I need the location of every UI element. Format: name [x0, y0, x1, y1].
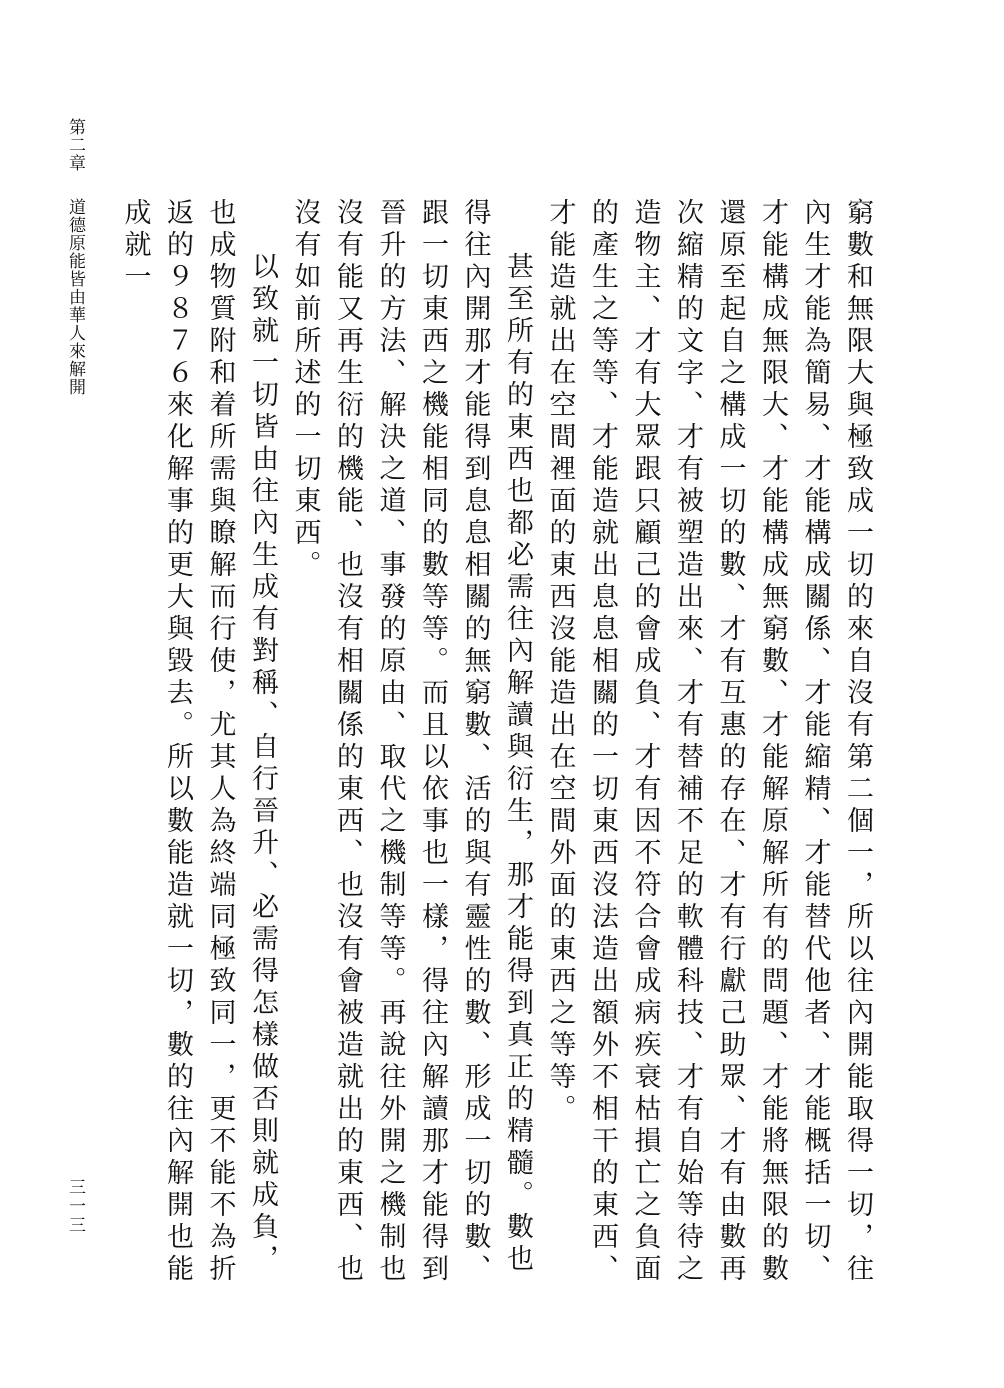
chapter-label: 第二章: [65, 118, 85, 172]
page-number: 三一三: [65, 1178, 85, 1235]
paragraph-1: 窮數和無限大與極致成一切的來自沒有第二個一，所以往內開能取得一切，往內生才能為簡易、才能構成關係、才能縮精、才能替代他者、才能概括一切、才能構成無限大、才能構成無窮數、才能解原解所有的問題、才能將無限的數還原至起自之構成一切的數、才有互惠的存在、才有行獻己助眾、才有由數再次縮精的文字、才有被塑造出來、才有替補不足的軟體科技、才有自始等待之造物主、才有大眾跟只顧己的會成負、才有因不符合會成病疾衰枯損亡之負面的產生之等等、才能造就出息息相關的一切東西沒法造出額外不相干的東西、才能造就出在空間裡面的東西沒能造出在空間外面的東西之等等。: [544, 198, 873, 1286]
paragraph-2: 甚至所有的東西也都必需往內解讀與衍生，那才能得到真正的精髓。數也得往內開那才能得到息息相關的無窮數、活的與有靈性的數、形成一切的數、跟一切東西之機能相同的數等等。而且以依事也一樣，得往內解讀那才能得到晉升的方法、解決之道、事發的原由、取代之機制等等。再說往外開之機制也沒有能又再生衍的機能、也沒有相關係的東西、也沒有會被造就出的東西、也沒有如前所述的一切東西。: [289, 198, 533, 1286]
body-text: [119, 198, 878, 1288]
paragraph-3: 以致就一切皆由往內生成有對稱、自行晉升、必需得怎樣做否則就成負，也成物質附和着所需與瞭解而行使，尤其人為終端同極致同一，更不能不為折返的９８７６來化解事的更大與毀去。所以數能造就一切，數的往內解開也能成就一: [119, 198, 278, 1286]
running-head: [62, 118, 84, 396]
chapter-title: 道德原能皆由華人來解開: [65, 198, 85, 396]
